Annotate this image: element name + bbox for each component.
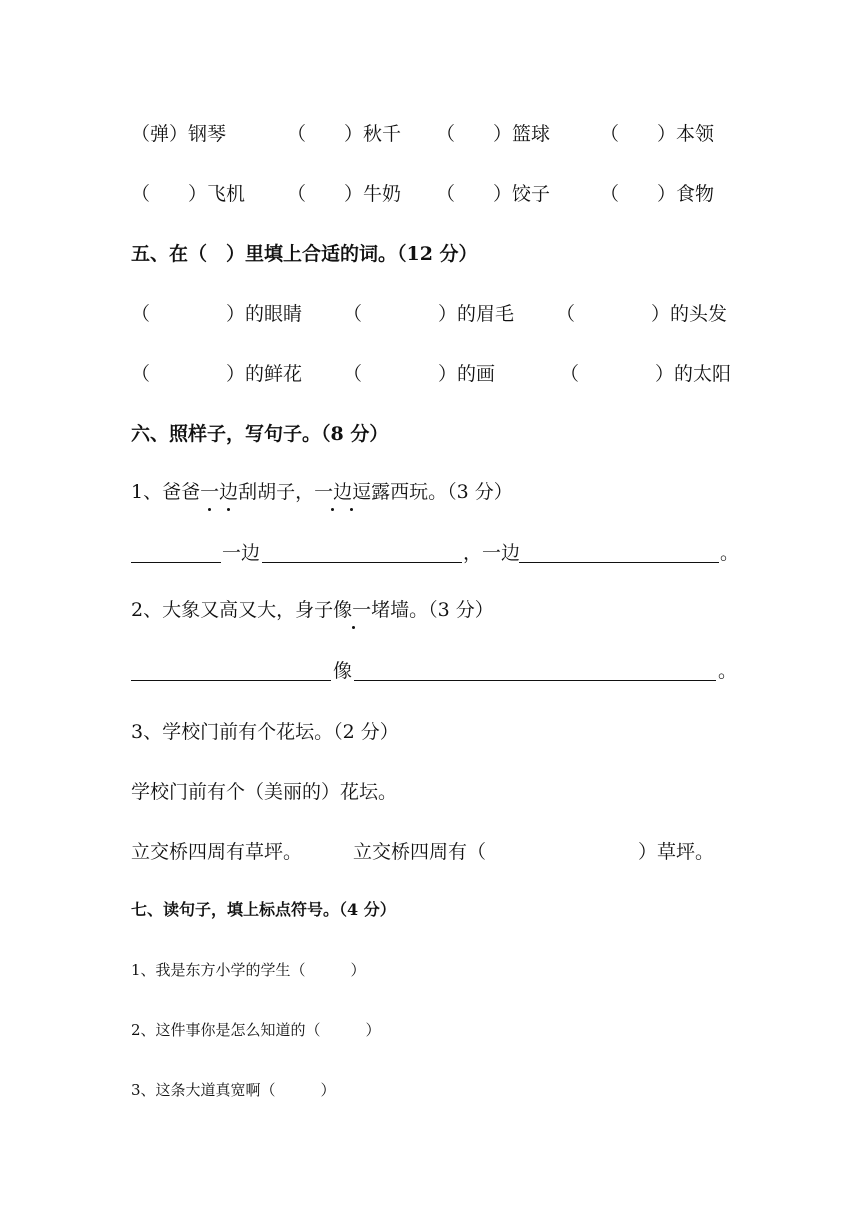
s6-word: 像 bbox=[333, 660, 353, 682]
section6-title: 六、照样子，写句子。（8 分） bbox=[131, 423, 389, 445]
s6-word: 一边 bbox=[222, 542, 261, 564]
emphasis-dot bbox=[331, 508, 334, 511]
s4-item: （ ）饺子 bbox=[436, 183, 551, 205]
answer-blank[interactable] bbox=[519, 562, 719, 563]
s7-item: 3、这条大道真宽啊（ ） bbox=[131, 1081, 336, 1099]
s4-item: （弹）钢琴 bbox=[131, 123, 227, 145]
answer-blank[interactable] bbox=[354, 680, 716, 681]
s5-item: （ ）的鲜花 bbox=[131, 363, 303, 385]
s6-word: ，一边 bbox=[463, 542, 521, 564]
s4-item: （ ）牛奶 bbox=[287, 183, 402, 205]
s6-fill: 立交桥四周有（ ）草坪。 bbox=[353, 841, 715, 863]
answer-blank[interactable] bbox=[131, 680, 331, 681]
s6-end: 。 bbox=[720, 542, 740, 564]
s6-question-1: 1、爸爸一边刮胡子，一边逗露西玩。（3 分） bbox=[131, 481, 513, 503]
emphasis-dot bbox=[352, 626, 355, 629]
s4-item: （ ）食物 bbox=[600, 183, 715, 205]
emphasis-dot bbox=[350, 508, 353, 511]
section7-title: 七、读句子，填上标点符号。（4 分） bbox=[131, 900, 396, 919]
answer-blank[interactable] bbox=[262, 562, 462, 563]
s4-item: （ ）秋千 bbox=[287, 123, 402, 145]
s6-question-2: 2、大象又高又大，身子像一堵墙。（3 分） bbox=[131, 599, 494, 621]
emphasis-dot bbox=[208, 508, 211, 511]
s5-item: （ ）的画 bbox=[343, 363, 496, 385]
s6-end: 。 bbox=[718, 660, 738, 682]
s6-example: 学校门前有个（美丽的）花坛。 bbox=[131, 781, 398, 803]
s4-item: （ ）飞机 bbox=[131, 183, 246, 205]
s5-item: （ ）的眼睛 bbox=[131, 303, 303, 325]
s7-item: 1、我是东方小学的学生（ ） bbox=[131, 961, 366, 979]
s6-question-3: 3、学校门前有个花坛。（2 分） bbox=[131, 721, 399, 743]
s4-item: （ ）本领 bbox=[600, 123, 715, 145]
s4-item: （ ）篮球 bbox=[436, 123, 551, 145]
s5-item: （ ）的眉毛 bbox=[343, 303, 515, 325]
emphasis-dot bbox=[227, 508, 230, 511]
s5-item: （ ）的太阳 bbox=[560, 363, 732, 385]
answer-blank[interactable] bbox=[131, 562, 221, 563]
section5-title: 五、在（ ）里填上合适的词。（12 分） bbox=[131, 243, 478, 265]
s5-item: （ ）的头发 bbox=[556, 303, 728, 325]
s6-prompt: 立交桥四周有草坪。 bbox=[131, 841, 303, 863]
s7-item: 2、这件事你是怎么知道的（ ） bbox=[131, 1021, 381, 1039]
